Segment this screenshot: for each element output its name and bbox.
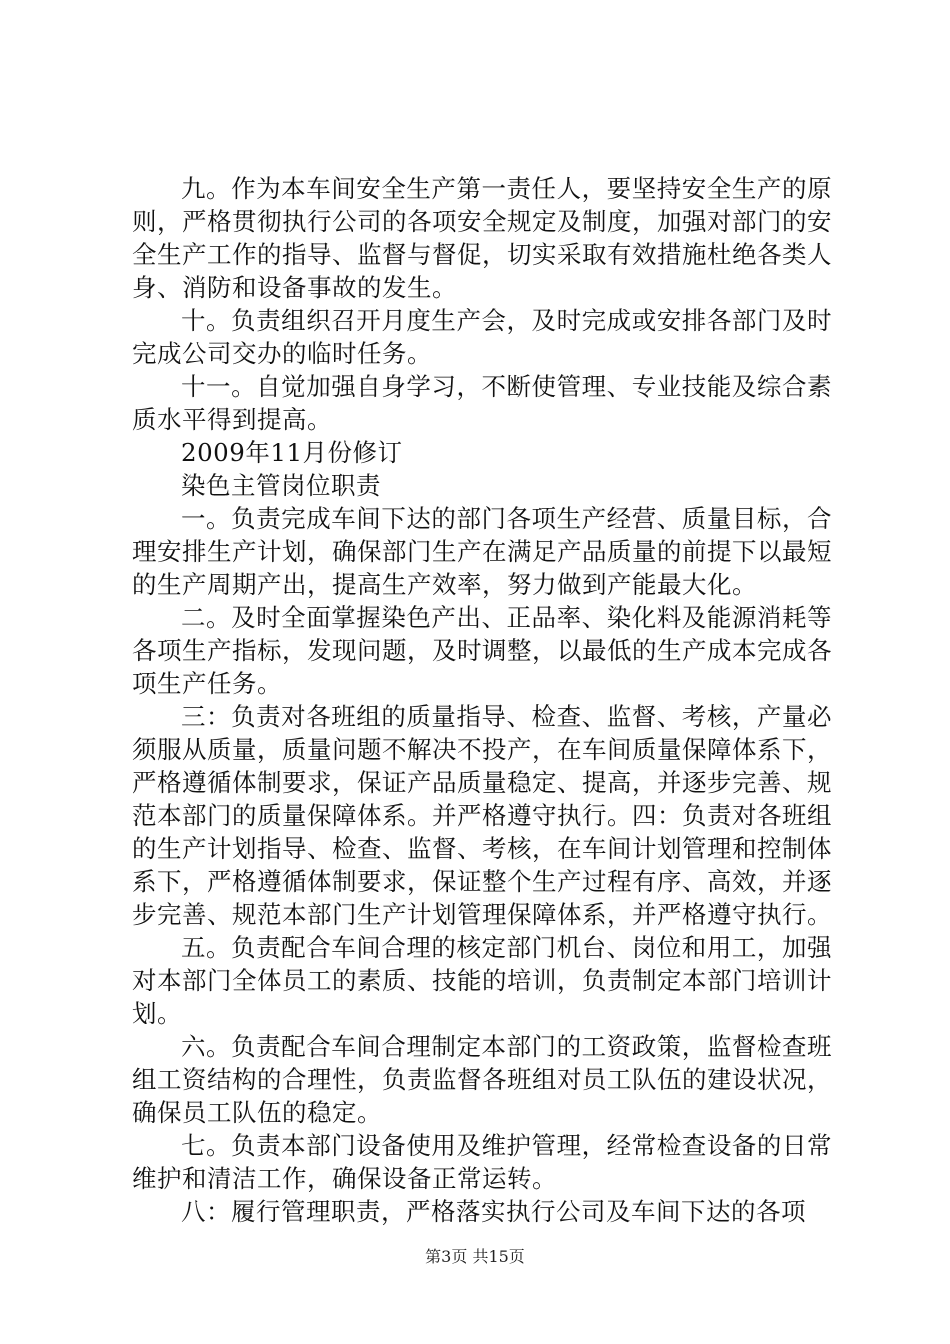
paragraph-7: 七。负责本部门设备使用及维护管理，经常检查设备的日常维护和清洁工作，确保设备正常运转。	[132, 1131, 832, 1193]
paragraph-5: 五。负责配合车间合理的核定部门机台、岗位和用工，加强对本部门全体员工的素质、技能的培训，负责制定本部门培训计划。	[132, 933, 832, 1028]
section-title: 染色主管岗位职责	[181, 471, 381, 500]
revision-date: 2009年11月份修订	[181, 438, 403, 467]
paragraph-2: 二。及时全面掌握染色产出、正品率、染化料及能源消耗等各项生产指标，发现问题，及时调整，以最低的生产成本完成各项生产任务。	[132, 603, 832, 698]
paragraph-1: 一。负责完成车间下达的部门各项生产经营、质量目标，合理安排生产计划，确保部门生产在满足产品质量的前提下以最短的生产周期产出，提高生产效率，努力做到产能最大化。	[132, 504, 832, 599]
document-body	[132, 172, 832, 1228]
paragraph-6: 六。负责配合车间合理制定本部门的工资政策，监督检查班组工资结构的合理性，负责监督各班组对员工队伍的建设状况，确保员工队伍的稳定。	[132, 1032, 832, 1127]
paragraph-10: 十。负责组织召开月度生产会，及时完成或安排各部门及时完成公司交办的临时任务。	[132, 306, 832, 368]
paragraph-11: 十一。自觉加强自身学习，不断使管理、专业技能及综合素质水平得到提高。	[132, 372, 832, 434]
paragraph-8: 八：履行管理职责，严格落实执行公司及车间下达的各项	[181, 1197, 806, 1226]
paragraph-3-4: 三：负责对各班组的质量指导、检查、监督、考核，产量必须服从质量，质量问题不解决不投产，在车间质量保障体系下，严格遵循体制要求，保证产品质量稳定、提高，并逐步完善、规范本部门的质量保障体系。并严格遵守执行。四：负责对各班组的生产计划指导、检查、监督、考核，在车间计划管理和控制体系下，严格遵循体制要求，保证整个生产过程有序、高效，并逐步完善、规范本部门生产计划管理保障体系，并严格遵守执行。	[132, 702, 832, 929]
paragraph-9: 九。作为本车间安全生产第一责任人，要坚持安全生产的原则，严格贯彻执行公司的各项安全规定及制度，加强对部门的安全生产工作的指导、监督与督促，切实采取有效措施杜绝各类人身、消防和设备事故的发生。	[132, 174, 832, 302]
page-footer: 第3页 共15页	[425, 1247, 525, 1266]
